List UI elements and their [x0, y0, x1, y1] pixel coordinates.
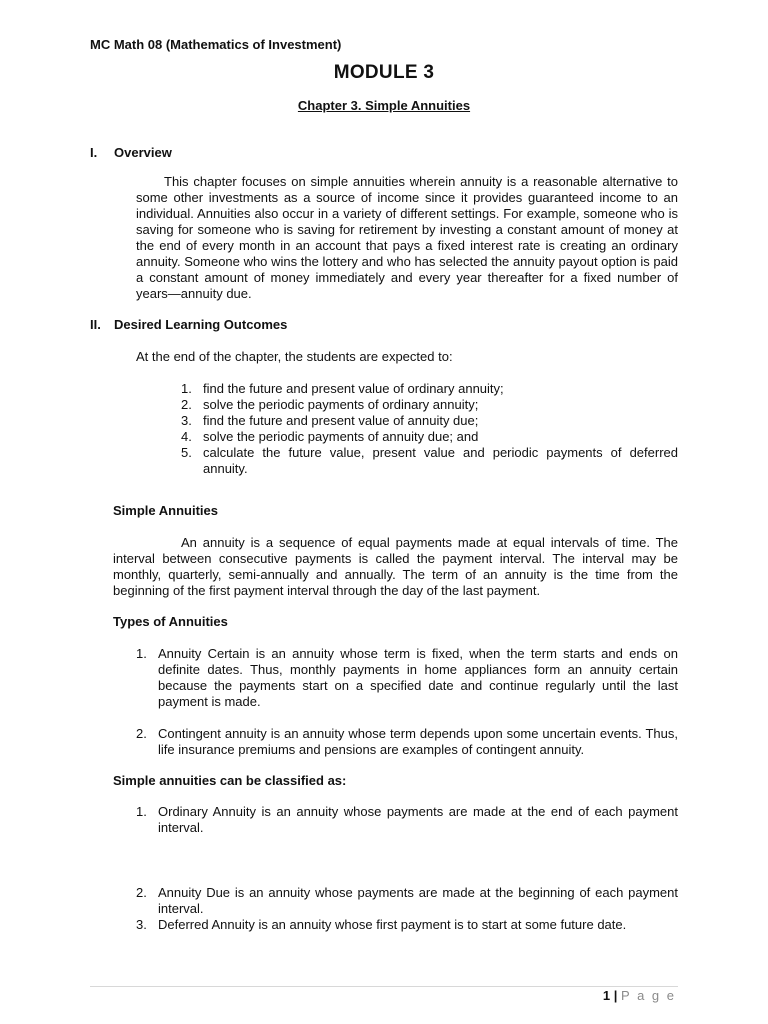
outcomes-list — [181, 381, 678, 477]
section-number: I. — [90, 145, 98, 160]
page-footer — [603, 988, 676, 1003]
chapter-title-text: Chapter 3. Simple Annuities — [297, 98, 471, 113]
list-number: 1. — [181, 381, 192, 396]
list-number: 2. — [136, 885, 147, 900]
section-overview-heading — [90, 145, 390, 161]
list-number: 3. — [181, 413, 192, 428]
chapter-title — [0, 98, 768, 113]
classified-list — [136, 804, 678, 836]
list-item — [181, 381, 678, 397]
list-item — [136, 804, 678, 836]
list-text: Annuity Certain is an annuity whose term is fixed, when the term starts and ends on definite dates. Thus, monthly payments in home appliances form an annuity certain because the payments start on a specified date and continue regularly until the last payment is made. — [158, 646, 678, 709]
list-item — [181, 429, 678, 445]
section-label: Desired Learning Outcomes — [114, 317, 288, 332]
list-text: Contingent annuity is an annuity whose term depends upon some uncertain events. Thus, life insurance premiums and pensions are examples of contingent annuity. — [158, 726, 678, 757]
list-number: 2. — [181, 397, 192, 412]
classified-heading: Simple annuities can be classified as: — [113, 773, 347, 788]
list-number: 5. — [181, 445, 192, 460]
list-item — [181, 397, 678, 413]
page-number: 1 — [602, 988, 611, 1003]
list-text: Deferred Annuity is an annuity whose first payment is to start at some future date. — [158, 917, 627, 932]
list-text: Annuity Due is an annuity whose payments are made at the beginning of each payment interval. — [158, 885, 678, 916]
list-item — [136, 885, 678, 917]
list-item — [136, 917, 678, 933]
list-item — [136, 646, 678, 710]
section-label: Overview — [114, 145, 172, 160]
list-text: find the future and present value of ordinary annuity; — [203, 381, 504, 396]
module-title: MODULE 3 — [333, 62, 435, 83]
simple-annuities-text: An annuity is a sequence of equal payments made at equal intervals of time. The interval between consecutive payments is called the payment interval. The interval may be monthly, quarterly, semi-annually and annually. The term of an annuity is the time from the beginning of the first payment interval through the day of the last payment. — [113, 535, 678, 598]
list-text: find the future and present value of annuity due; — [203, 413, 479, 428]
footer-divider — [90, 986, 678, 987]
types-list — [136, 646, 678, 758]
list-number: 1. — [136, 646, 147, 661]
course-header: MC Math 08 (Mathematics of Investment) — [90, 37, 342, 52]
overview-text: This chapter focuses on simple annuities wherein annuity is a reasonable alternative to some other investments as a source of income since it provides guaranteed income to an individual. Annuities also occur in a variety of different settings. For example, someone who is saving for someone who is saving for retirement by investing a constant amount of money at the end of every month in an account that pays a fixed interest rate is creating an ordinary annuity. Someone who wins the lottery and who has selected the annuity payout option is paid a constant amount of money immediately and every year thereafter for a fixed number of years—annuity due. — [136, 174, 678, 301]
outcomes-intro: At the end of the chapter, the students are expected to: — [136, 349, 453, 364]
list-text: solve the periodic payments of annuity due; and — [203, 429, 479, 444]
list-number: 1. — [136, 804, 147, 819]
overview-paragraph — [136, 174, 678, 302]
list-text: calculate the future value, present value and periodic payments of deferred annuity. — [203, 445, 678, 476]
simple-annuities-paragraph — [113, 535, 678, 599]
list-text: Ordinary Annuity is an annuity whose payments are made at the end of each payment interval. — [158, 804, 678, 835]
types-heading: Types of Annuities — [113, 614, 228, 629]
section-number: II. — [90, 317, 101, 332]
list-number: 4. — [181, 429, 192, 444]
list-number: 3. — [136, 917, 147, 932]
page-word: P a g e — [621, 988, 676, 1003]
list-item — [181, 445, 678, 477]
list-number: 2. — [136, 726, 147, 741]
simple-annuities-heading: Simple Annuities — [113, 503, 218, 518]
classified-list-continued — [136, 885, 678, 933]
list-item — [181, 413, 678, 429]
section-outcomes-heading — [90, 317, 490, 333]
list-text: solve the periodic payments of ordinary annuity; — [203, 397, 479, 412]
list-item — [136, 726, 678, 758]
footer-separator: | — [613, 988, 618, 1003]
